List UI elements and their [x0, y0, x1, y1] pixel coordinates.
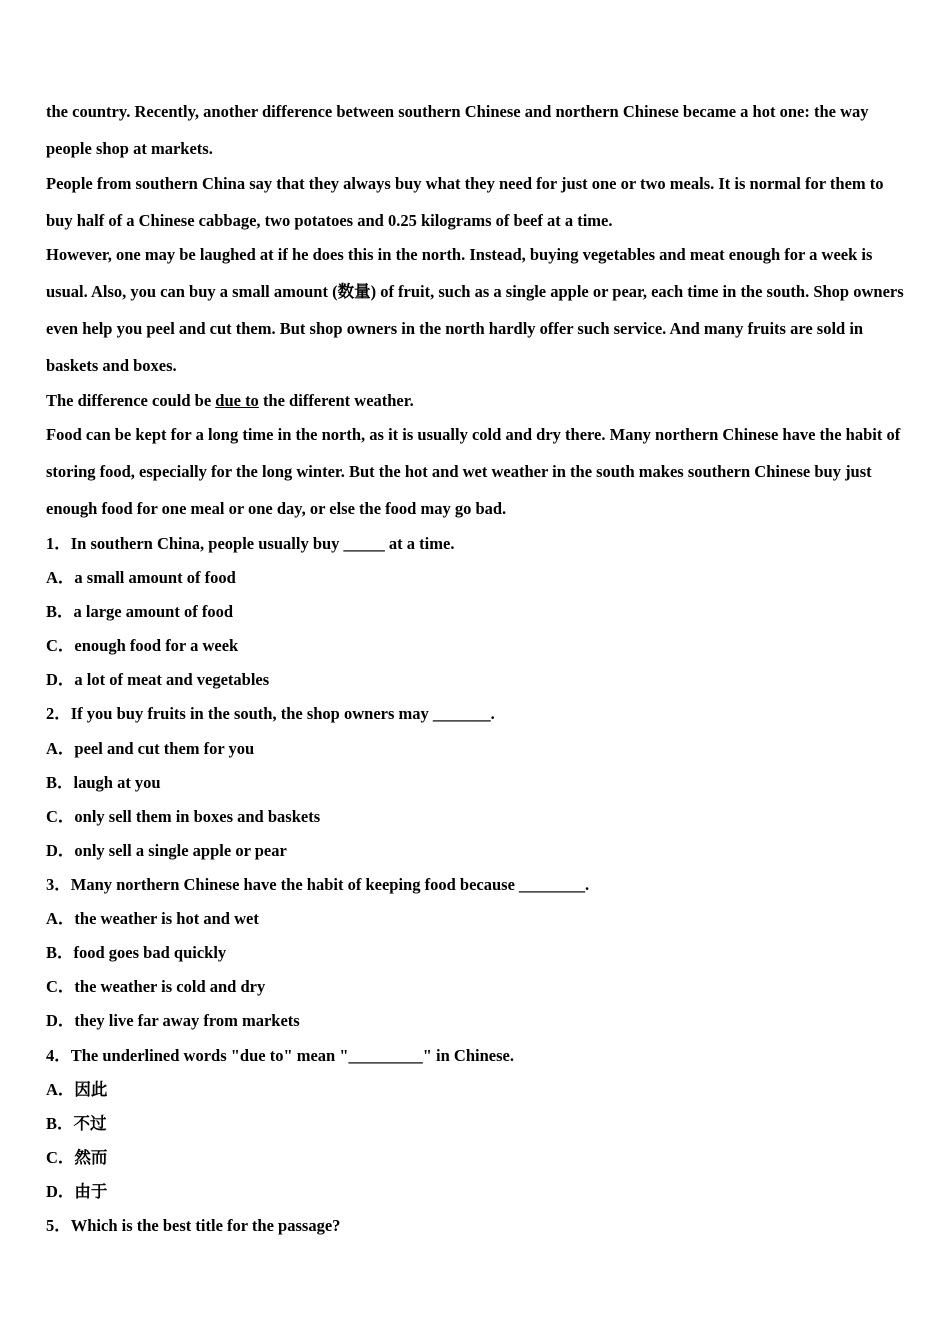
question-2-option-d[interactable]: D．only sell a single apple or pear [46, 841, 287, 860]
passage-paragraph-2: People from southern China say that they always buy what they need for just one or two meals. It is normal for them to buy half of a Chinese cabbage, two potatoes and 0.25 kilograms of beef at a time. [46, 174, 884, 230]
question-1-option-c[interactable]: C．enough food for a week [46, 636, 239, 655]
question-4-option-c[interactable]: C．然而 [46, 1148, 108, 1167]
question-3-option-c[interactable]: C．the weather is cold and dry [46, 977, 266, 996]
underlined-phrase: due to [215, 391, 259, 410]
question-5-stem: 5．Which is the best title for the passage? [46, 1216, 341, 1235]
passage-paragraph-3: However, one may be laughed at if he does this in the north. Instead, buying vegetables and meat enough for a week is usual. Also, you can buy a small amount (数量) of fruit, such as a single apple or pear, each time in the south. Shop owners even help you peel and cut them. But shop owners in the north hardly offer such service. And many fruits are sold in baskets and boxes. [46, 245, 904, 375]
question-3-stem: 3．Many northern Chinese have the habit of keeping food because ________. [46, 875, 590, 894]
paragraph-4-text-start: The difference could be [46, 391, 216, 410]
question-1-option-a[interactable]: A．a small amount of food [46, 568, 236, 587]
passage-paragraph-5: Food can be kept for a long time in the north, as it is usually cold and dry there. Many northern Chinese have the habit of storing food, especially for the long winter. But the hot and wet weather in the south makes southern Chinese buy just enough food for one meal or one day, or else the food may go bad. [46, 425, 901, 518]
question-1-option-b[interactable]: B．a large amount of food [46, 602, 233, 621]
question-3-option-b[interactable]: B．food goes bad quickly [46, 943, 227, 962]
question-4-option-d[interactable]: D．由于 [46, 1182, 108, 1201]
question-2-option-a[interactable]: A．peel and cut them for you [46, 739, 255, 758]
question-2-option-c[interactable]: C．only sell them in boxes and baskets [46, 807, 321, 826]
passage-paragraph-4 [46, 390, 926, 412]
question-3-option-d[interactable]: D．they live far away from markets [46, 1011, 300, 1030]
question-2-stem: 2．If you buy fruits in the south, the shop owners may _______. [46, 704, 495, 723]
question-3-option-a[interactable]: A．the weather is hot and wet [46, 909, 259, 928]
question-4-option-a[interactable]: A．因此 [46, 1080, 108, 1099]
question-4-stem: 4．The underlined words "due to" mean "_________" in Chinese. [46, 1046, 514, 1065]
question-4-option-b[interactable]: B．不过 [46, 1114, 107, 1133]
question-1-stem: 1．In southern China, people usually buy _____ at a time. [46, 534, 455, 553]
question-2-option-b[interactable]: B．laugh at you [46, 773, 161, 792]
passage-paragraph-1: the country. Recently, another difference between southern Chinese and northern Chinese became a hot one: the way people shop at markets. [46, 102, 869, 158]
question-1-option-d[interactable]: D．a lot of meat and vegetables [46, 670, 270, 689]
paragraph-4-text-end: the different weather. [258, 391, 414, 410]
